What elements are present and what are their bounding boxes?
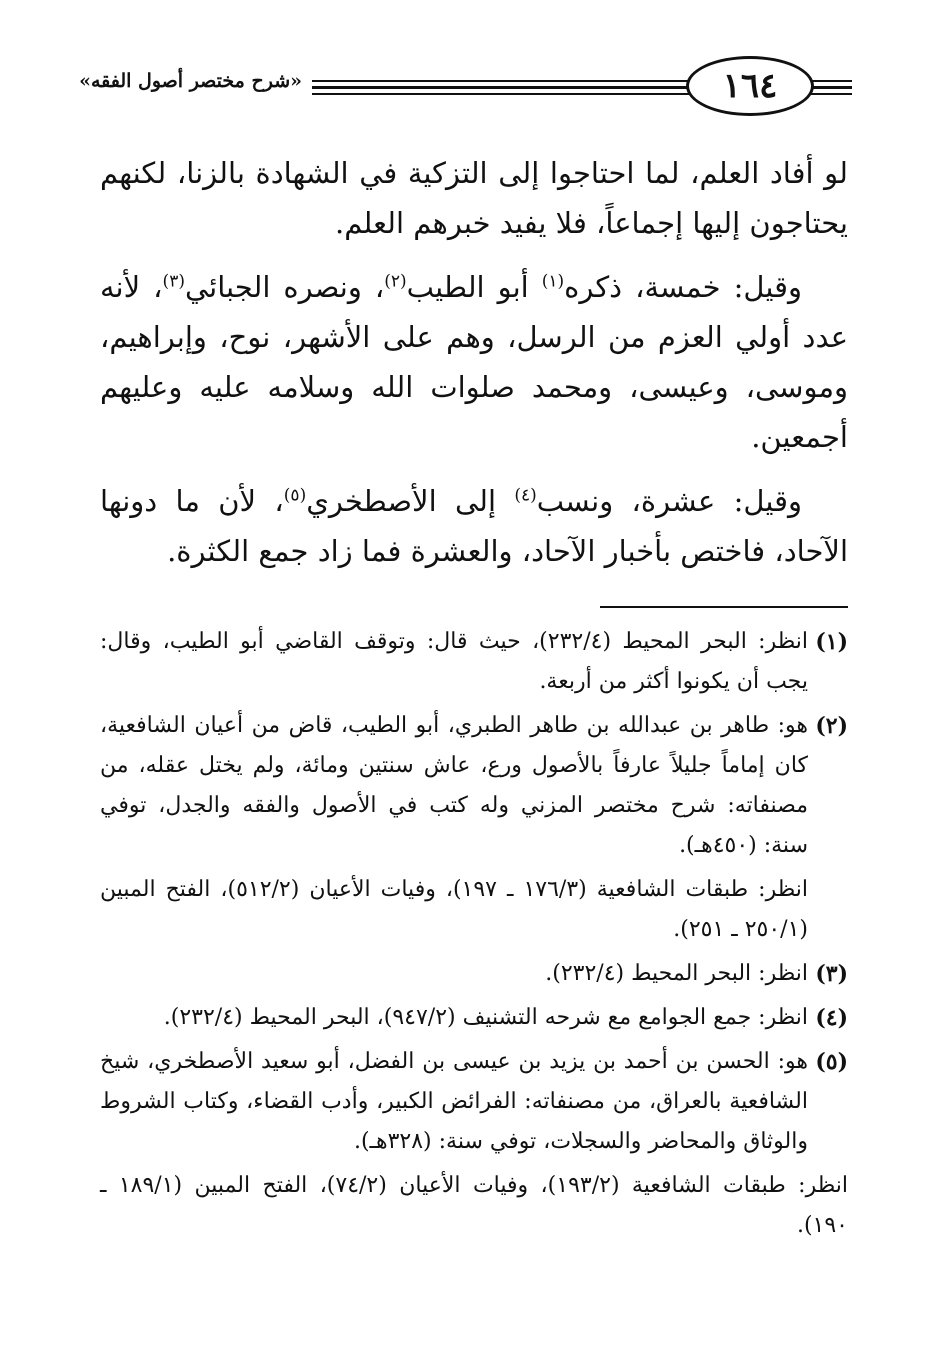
footnote-text: انظر: جمع الجوامع مع شرحه التشنيف (٩٤٧/٢)، البحر المحيط (٢٣٢/٤). [163,1005,808,1030]
paragraph-3 [100,476,848,576]
page-number-oval [686,56,814,116]
page-number: ١٦٤ [722,66,778,106]
paragraph-3-part-a: وقيل: عشرة، ونسب [536,484,802,518]
footnote-number: (٥) [815,1049,848,1075]
footnote-number: (٣) [815,961,848,987]
footnote-5-references: انظر: طبقات الشافعية (١٩٣/٢)، وفيات الأعيان (٧٤/٢)، الفتح المبين (١٨٩/١ ـ ١٩٠). [100,1173,848,1238]
footnote-2 [100,706,848,866]
footnote-2-references: انظر: طبقات الشافعية (١٧٦/٣ ـ ١٩٧)، وفيات الأعيان (٥١٢/٢)، الفتح المبين (٢٥٠/١ ـ ٢٥١). [100,877,809,942]
running-title: «شرح مختصر أصول الفقه» [79,70,302,92]
paragraph-2-part-a: وقيل: خمسة، ذكره [564,270,802,304]
footnote-1 [100,622,848,702]
footnote-marker-1: (١) [541,271,565,292]
footnote-number: (٤) [815,1005,848,1031]
footnote-4 [100,998,848,1038]
footnote-text: انظر: البحر المحيط (٢٣٢/٤)، حيث قال: وتوقف القاضي أبو الطيب، وقال: يجب أن يكونوا أكثر من أربعة. [100,629,808,694]
footnote-text: انظر: البحر المحيط (٢٣٢/٤). [545,961,808,986]
footnote-5 [100,1042,848,1162]
footnote-marker-5: (٥) [283,485,307,506]
footnote-separator [600,606,848,608]
paragraph-2-part-d: ، لأنه عدد أولي العزم من الرسل، وهم على الأشهر، نوح، وإبراهيم، وموسى، وعيسى، ومحمد صلوات الله وسلامه عليه وعليهم أجمعين. [100,270,848,454]
main-text [100,148,848,590]
footnotes [100,622,848,1250]
paragraph-3-part-b: إلى الأصطخري [306,484,515,518]
footnote-number: (٢) [815,713,848,739]
footnote-number: (١) [815,629,848,655]
paragraph-2-part-c: ، ونصره الجبائي [184,270,385,304]
footnote-text: هو: طاهر بن عبدالله بن طاهر الطبري، أبو الطيب، قاض من أعيان الشافعية، كان إماماً جليلاً عارفاً بالأصول ورع، عاش سنتين ومائة، ولم يختل عقله، من مصنفاته: شرح مختصر المزني وله كتب في الأصول والفقه والجدل، توفي سنة: (٤٥٠هـ). [100,713,808,858]
footnote-marker-3: (٣) [162,271,185,292]
footnote-text: هو: الحسن بن أحمد بن يزيد بن عيسى بن الفضل، أبو سعيد الأصطخري، شيخ الشافعية بالعراق، من مصنفاته: الفرائض الكبير، وأدب القضاء، وكتاب الشروط والوثاق والمحاضر والسجلات، توفي سنة: (٣٢٨هـ). [100,1049,808,1154]
paragraph-3-part-c: ، لأن ما دونها الآحاد، فاختص بأخبار الآحاد، والعشرة فما زاد جمع الكثرة. [100,484,848,568]
paragraph-2 [100,262,848,462]
paragraph-2-part-b: أبو الطيب [406,270,542,304]
footnote-marker-2: (٢) [384,271,407,292]
footnote-marker-4: (٤) [514,485,537,506]
footnote-3 [100,954,848,994]
paragraph-1: لو أفاد العلم، لما احتاجوا إلى التزكية في الشهادة بالزنا، لكنهم يحتاجون إليها إجماعاً، فلا يفيد خبرهم العلم. [100,156,848,240]
